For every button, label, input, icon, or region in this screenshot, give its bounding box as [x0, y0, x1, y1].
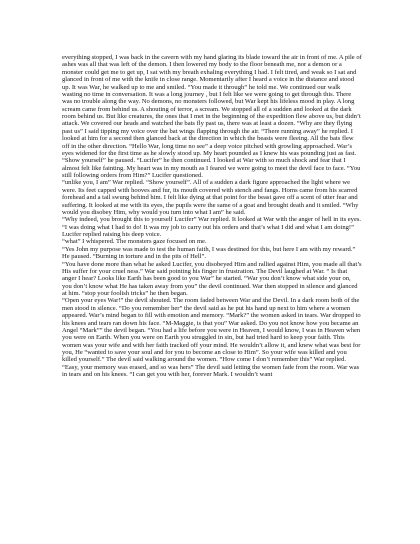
- document-body: [62, 54, 362, 379]
- paragraph-8: “Easy, your memory was erased, and so was hers” The devil said letting the women fade from the room. War was in tears and on his knees. “I can get you with her, forever Mark. I wouldn’t want: [62, 363, 360, 379]
- paragraph-6: “You have done more than what he asked Lucifer, you disobeyed Him and rallied against Him, you made all that’s His suffer for your cruel ness.” War said pointing his finger in frustration. The Devil laughed at War. “ Is that anger I hear? Looks like Earth has been good to you War” he started. “War you don’t know what side your on, you don’t know what He has taken away from you” the devil continued. War then stopped in silence and glanced at him. “stop your foolish tricks” he then began.: [62, 260, 362, 297]
- paragraph-1: everything stopped, I was back in the cavern with my hand glaring its blade toward the air in front of me. A pile of ashes was all that was left of the demon. I then lowered my body to the floor beneath me, nor a demon or a monster could get me to get up, I sat with my breath exhaling everything I had. I felt tired, and weak so I sat and glanced in front of me with the knife in close range. Momentarily after I heard a voice in the distance and stood up. It was War, he walked up to me and smiled. “You made it through” he told me. We continued our walk wasting no time in conversation. It was a long journey , but I felt like we were going to get through this. There was no trouble along the way. No demons, no monsters followed, but War kept his lifeless mood in play. A long scream came from behind us. A shouting of terror, a scream. We stopped all of a sudden and looked at the dark room behind us. But like creatures, the ones that I met in the beginning of the expedition flew above us, but didn’t attack. We covered our heads and watched the bats fly past us, there was at least a dozen. “Why are they flying past us” I said tipping my voice over the bat wings flapping through the air. “There running away” he replied. I looked at him for a second then glanced back at the direction in which the beasts were fleeing. All the bats flew off in the other direction. “Hello War, long time no see” a deep voice pitched with growling approached. War’s eyes widened for the first time as he slowly stood up. My heart pounded as I knew his was pounding just as fast. “Show yourself” he paused. “Lucifer” he then continued. I looked at War with so much shock and fear that I almost felt like fainting. My heart was in my mouth as I feared we were going to meet the devil face to face. “You still following orders from Him?” Lucifer questioned.: [62, 54, 362, 179]
- paragraph-4: “what” I whispered. The monsters gaze focused on me.: [62, 238, 207, 246]
- paragraph-2: “unlike you, I am” War replied. “Show yourself”. All of a sudden a dark figure approached the light where we were. Its feet capped with hooves and fur, its mouth covered with stench and fangs. Horns came from his scarred forehead and a tail swung behind him. I felt like dying at that point for the beast gave off a scent of utter fear and suffering. It looked at me with its eyes, the pupils were the same of a goat and brought death and it smiled. “Why would you disobey Him, why would you turn into what I am” he said.: [62, 179, 359, 216]
- paragraph-3: “Why indeed, you brought this to yourself Lucifer” War replied. It looked at War with the anger of hell in its eyes. “I was doing what I had to do! It was my job to carry out his orders and that’s what I did and what I am doing!” Lucifer replied raising his deep voice.: [62, 216, 362, 238]
- paragraph-5: “Yes John my purpose was made to test the human faith, I was destined for this, but here I am with my reward.” He paused. “Burning in torture and in the pits of Hell”.: [62, 245, 356, 261]
- paragraph-7: “Open your eyes War!” the devil shouted. The room faded between War and the Devil. In a dark room both of the men stood in silence. “Do you remember her” the devil said as he put his hand up next to him where a women appeared. War’s mind began to fill with emotion and memory. “Mark?” the women asked in tears. War dropped to his knees and tears ran down his face. “M-Maggie, is that you” War asked. Do you not know how you became an Angel “Mark”” the devil began. “You had a life before you were in Heaven, I would know, I was in Heaven when you were on Earth. When you were on Earth you struggled in sin, but had tried hard to keep your faith. This women was your wife and with her faith tracked off your mind. He wouldn’t allow it, and knew what was best for you, He “wanted to save your soul and for you to become an close to Him”. So your wife was killed and you killed yourself.” The devil said walking around the women. “How come I don’t remember this” War replied.: [62, 297, 361, 364]
